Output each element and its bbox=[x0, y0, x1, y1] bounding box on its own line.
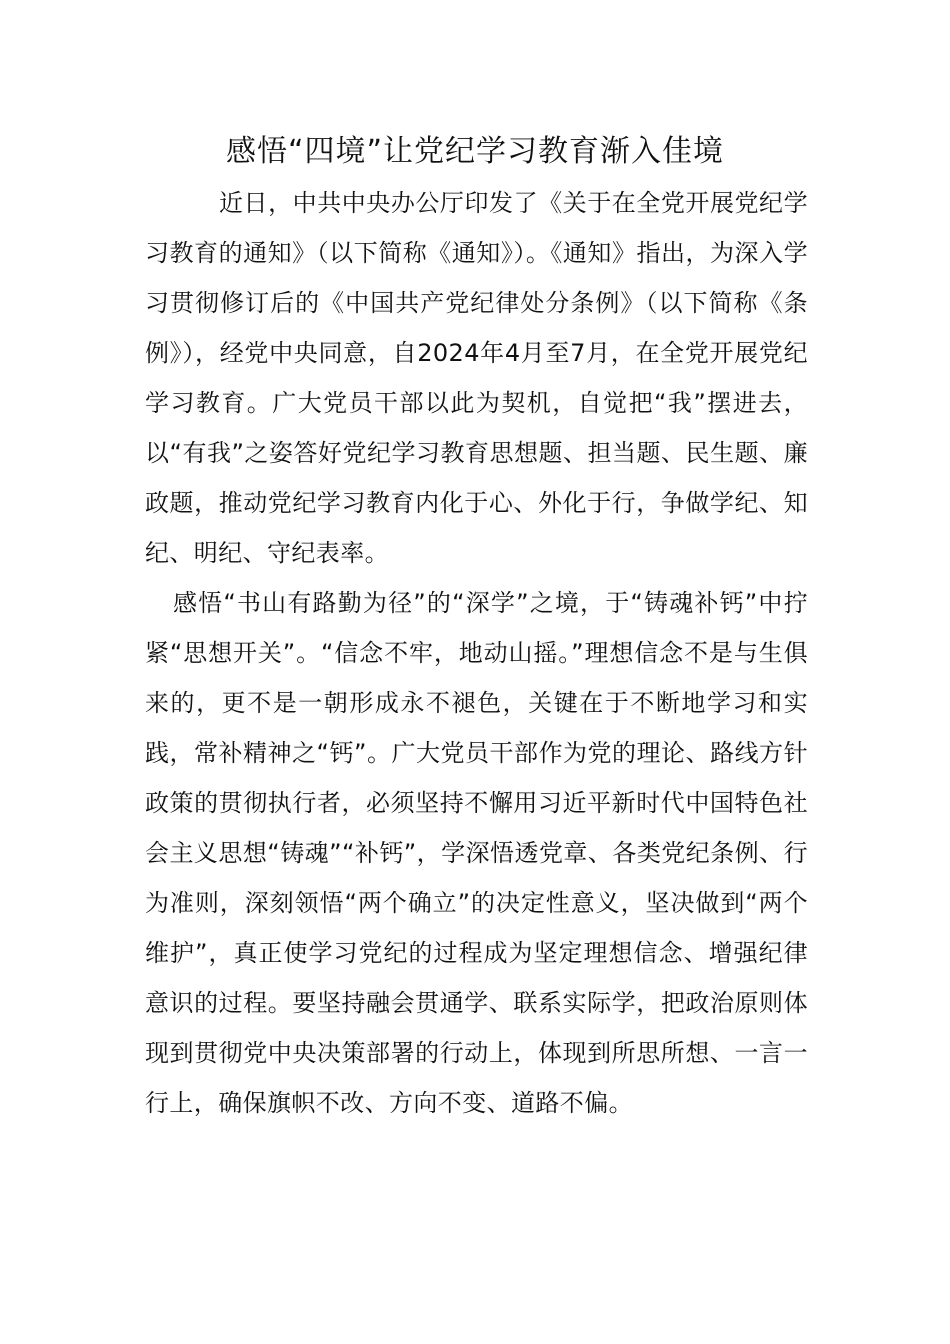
document-title: 感悟“四境”让党纪学习教育渐入佳境 bbox=[225, 134, 725, 169]
paragraph-intro: 近日，中共中央办公厅印发了《关于在全党开展党纪学习教育的通知》（以下简称《通知》）。《通知》指出，为深入学习贯彻修订后的《中国共产党纪律处分条例》（以下简称《条例》），经党中央同意，自2024年4月至7月，在全党开展党纪学习教育。广大党员干部以此为契机，自觉把“我”摆进去，以“有我”之姿答好党纪学习教育思想题、担当题、民生题、廉政题，推动党纪学习教育内化于心、外化于行，争做学纪、知纪、明纪、守纪表率。 bbox=[145, 189, 808, 567]
paragraph-deep-study: 感悟“书山有路勤为径”的“深学”之境，于“铸魂补钙”中拧紧“思想开关”。“信念不牢，地动山摇。”理想信念不是与生俱来的，更不是一朝形成永不褪色，关键在于不断地学习和实践，常补精神之“钙”。广大党员干部作为党的理论、路线方针政策的贯彻执行者，必须坚持不懈用习近平新时代中国特色社会主义思想“铸魂”“补钙”，学深悟透党章、各类党纪条例、行为准则，深刻领悟“两个确立”的决定性意义，坚决做到“两个维护”，真正使学习党纪的过程成为坚定理想信念、增强纪律意识的过程。要坚持融会贯通学、联系实际学，把政治原则体现到贯彻党中央决策部署的行动上，体现到所思所想、一言一行上，确保旗帜不改、方向不变、道路不偏。 bbox=[145, 589, 808, 1117]
document-body bbox=[145, 178, 808, 1128]
